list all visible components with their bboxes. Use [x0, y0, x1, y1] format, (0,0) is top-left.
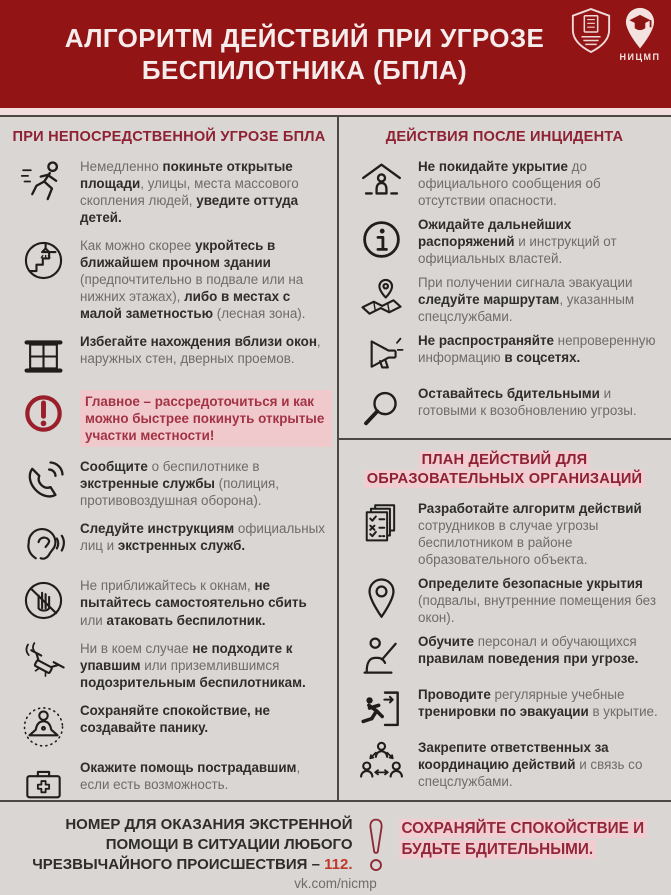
logo-group	[570, 7, 661, 62]
text-segment: либо в местах с малой заметностью	[80, 289, 291, 322]
text-segment: Ожидайте дальнейших распоряжений	[418, 217, 572, 250]
instruction-item	[6, 577, 332, 628]
instruction-item	[6, 759, 332, 800]
page-title-line1: АЛГОРИТМ ДЕЙСТВИЙ ПРИ УГРОЗЕ	[64, 22, 545, 53]
section-education-plan	[344, 451, 665, 790]
phone-call-icon	[6, 458, 80, 504]
text-segment: регулярные учебные	[490, 686, 625, 702]
text-segment: экстренных служб.	[117, 538, 246, 554]
text-segment: и готовыми к возобновлению угрозы.	[418, 386, 637, 419]
shield-emblem-logo	[570, 7, 612, 55]
text-segment: или приземлившимся	[140, 657, 280, 673]
instruction-text	[418, 739, 665, 790]
text-segment: , указанным спецслужбами.	[418, 292, 635, 325]
text-segment: Закрепите ответственных за координацию действий	[418, 739, 609, 772]
text-segment: Главное – рассредоточиться и как можно быстрее покинуть открытые участки местности!	[85, 394, 325, 444]
instruction-text	[80, 520, 332, 554]
instruction-item	[344, 274, 665, 325]
text-segment: (подвалы, внутренние помещения без окон).	[418, 592, 656, 625]
section-title-after-incident: ДЕЙСТВИЯ ПОСЛЕ ИНЦИДЕНТА	[385, 129, 624, 145]
magnifier-icon	[344, 385, 418, 431]
instruction-item	[344, 332, 665, 378]
instruction-text	[418, 385, 665, 419]
instruction-text	[80, 640, 332, 691]
text-segment: Оставайтесь бдительными	[418, 386, 600, 402]
meditation-calm-icon	[6, 702, 80, 748]
info-circle-icon	[344, 216, 418, 262]
text-segment: Не распространяйте	[418, 333, 554, 349]
instruction-item	[344, 633, 665, 679]
alert-exclamation-icon	[6, 390, 80, 436]
text-segment: (полиция, противовоздушная оборона).	[80, 476, 279, 509]
evacuation-drill-icon	[344, 686, 418, 732]
megaphone-icon	[344, 332, 418, 378]
instruction-text	[80, 759, 332, 793]
instruction-item	[6, 640, 332, 691]
page-title	[65, 22, 607, 87]
text-segment: Проводите	[418, 686, 491, 702]
text-segment: Не приближайтесь к окнам,	[80, 578, 255, 594]
instruction-text	[80, 333, 332, 367]
text-segment: сотрудников в случае угрозы беспилотником в районе образовательного объекта.	[418, 517, 599, 567]
text-segment: в соцсетях.	[504, 350, 581, 366]
instruction-item	[344, 158, 665, 209]
text-segment: следуйте маршрутам	[418, 292, 560, 308]
instruction-text	[418, 332, 665, 366]
text-segment: 112.	[324, 855, 353, 873]
instruction-text	[80, 458, 332, 509]
footer-vk-row	[0, 876, 671, 891]
instruction-item	[6, 390, 332, 447]
instruction-item	[6, 702, 332, 748]
instruction-item	[6, 458, 332, 509]
text-segment: укройтесь в ближайшем прочном здании	[80, 238, 276, 271]
instruction-item	[344, 500, 665, 568]
instruction-item	[344, 686, 665, 732]
instruction-item	[6, 237, 332, 322]
instruction-text	[418, 686, 665, 720]
first-aid-kit-icon	[6, 759, 80, 800]
instruction-text	[418, 274, 665, 325]
text-segment: Окажите помощь пострадавшим	[80, 759, 297, 775]
instruction-text	[80, 577, 332, 628]
instruction-text	[418, 575, 665, 626]
fallen-drone-icon	[6, 640, 80, 686]
section-divider	[339, 438, 671, 440]
section-immediate-threat	[0, 117, 337, 800]
instruction-item	[344, 739, 665, 790]
text-segment: Определите безопасные укрытия	[418, 575, 643, 591]
text-segment: НОМЕР ДЛЯ ОКАЗАНИЯ ЭКСТРЕННОЙ ПОМОЩИ В СИТУАЦИИ ЛЮБОГО ЧРЕЗВЫЧАЙНОГО ПРОИСШЕСТВИЯ –	[32, 816, 353, 873]
text-segment: Сообщите	[80, 459, 148, 475]
right-column	[339, 117, 671, 800]
instruction-item	[344, 575, 665, 626]
instruction-text	[80, 158, 332, 226]
text-segment: , улицы, места массового скопления людей,	[80, 176, 299, 209]
evacuation-map-icon	[344, 274, 418, 320]
text-segment: покиньте открытые площади	[80, 159, 293, 192]
text-segment: подозрительным беспилотникам.	[80, 674, 306, 690]
text-segment: При получении сигнала эвакуации	[418, 275, 633, 291]
text-segment: уведите оттуда детей.	[80, 193, 299, 226]
immediate-threat-items	[6, 158, 332, 800]
instruction-text	[418, 216, 665, 267]
text-segment: Не покидайте укрытие	[418, 159, 568, 175]
section-title-immediate-threat: ПРИ НЕПОСРЕДСТВЕННОЙ УГРОЗЕ БПЛА	[12, 129, 326, 145]
text-segment: Разработайте алгоритм действий	[418, 500, 642, 516]
nicmp-logo-caption: НИЦМП	[619, 52, 661, 62]
footer-calm-text: СОХРАНЯЙТЕ СПОКОЙСТВИЕ И БУДЬТЕ БДИТЕЛЬНЫМИ.	[399, 815, 661, 895]
text-segment: Обучите	[418, 633, 474, 649]
text-segment: экстренные службы	[80, 476, 215, 492]
text-segment: и инструкций от официальных властей.	[418, 234, 617, 267]
text-segment: в укрытие.	[588, 703, 658, 719]
text-segment: Следуйте инструкциям	[80, 521, 235, 537]
nicmp-pin-logo	[619, 7, 661, 62]
page-title-line2: БЕСПИЛОТНИКА (БПЛА)	[141, 55, 468, 85]
instruction-text	[80, 702, 332, 736]
coordination-people-icon	[344, 739, 418, 785]
running-person-icon	[6, 158, 80, 204]
checklist-documents-icon	[344, 500, 418, 546]
safe-location-pin-icon	[344, 575, 418, 621]
text-segment: , если есть возможность.	[80, 759, 301, 792]
text-segment: Как можно скорее	[80, 238, 196, 254]
section-title-education-plan: ПЛАН ДЕЙСТВИЙ ДЛЯ ОБРАЗОВАТЕЛЬНЫХ ОРГАНИЗАЦИЙ	[364, 451, 645, 487]
text-segment: о беспилотнике в	[147, 459, 260, 475]
text-segment: непроверенную информацию	[418, 333, 656, 366]
text-segment: или	[80, 612, 107, 628]
text-segment: тренировки по эвакуации	[418, 703, 589, 719]
text-segment: правилам поведения при угрозе.	[418, 650, 639, 666]
instruction-item	[6, 158, 332, 226]
text-segment: Избегайте нахождения вблизи окон	[80, 334, 317, 350]
section-after-incident	[344, 128, 665, 431]
after-incident-items	[344, 158, 665, 431]
vk-link[interactable]: vk.com/nicmp	[294, 876, 377, 891]
text-segment: Сохраняйте спокойствие, не создавайте панику.	[80, 702, 270, 735]
text-segment: (лесная зона).	[213, 306, 306, 322]
instruction-text	[80, 237, 332, 322]
basement-shelter-icon	[6, 237, 80, 283]
no-touch-hand-icon	[6, 577, 80, 623]
text-segment: до официального сообщения об отсутствии опасности.	[418, 159, 601, 209]
instruction-text	[418, 500, 665, 568]
text-segment: персонал и обучающихся	[473, 633, 637, 649]
instruction-text	[418, 158, 665, 209]
instruction-item	[344, 216, 665, 267]
text-segment: Ни в коем случае	[80, 640, 193, 656]
teacher-training-icon	[344, 633, 418, 679]
header	[0, 0, 671, 108]
text-segment: , наружных стен, дверных проемов.	[80, 334, 321, 367]
header-band	[0, 108, 671, 115]
ear-listen-icon	[6, 520, 80, 566]
text-segment: официальных лиц и	[80, 521, 325, 554]
instruction-item	[6, 520, 332, 566]
content-area	[0, 117, 671, 800]
instruction-item	[344, 385, 665, 431]
text-segment: Немедленно	[80, 159, 163, 175]
text-segment: не пытайтесь самостоятельно сбить	[80, 578, 307, 611]
text-segment: и связь со спецслужбами.	[418, 756, 643, 789]
instruction-text	[418, 633, 665, 667]
shelter-roof-icon	[344, 158, 418, 204]
text-segment: не подходите к упавшим	[80, 640, 293, 673]
window-icon	[6, 333, 80, 379]
instruction-item	[6, 333, 332, 379]
text-segment: (предпочтительно в подвале или на нижних этажах),	[80, 272, 304, 305]
education-plan-items	[344, 500, 665, 790]
instruction-text	[80, 390, 332, 447]
text-segment: атаковать беспилотник.	[106, 612, 266, 628]
